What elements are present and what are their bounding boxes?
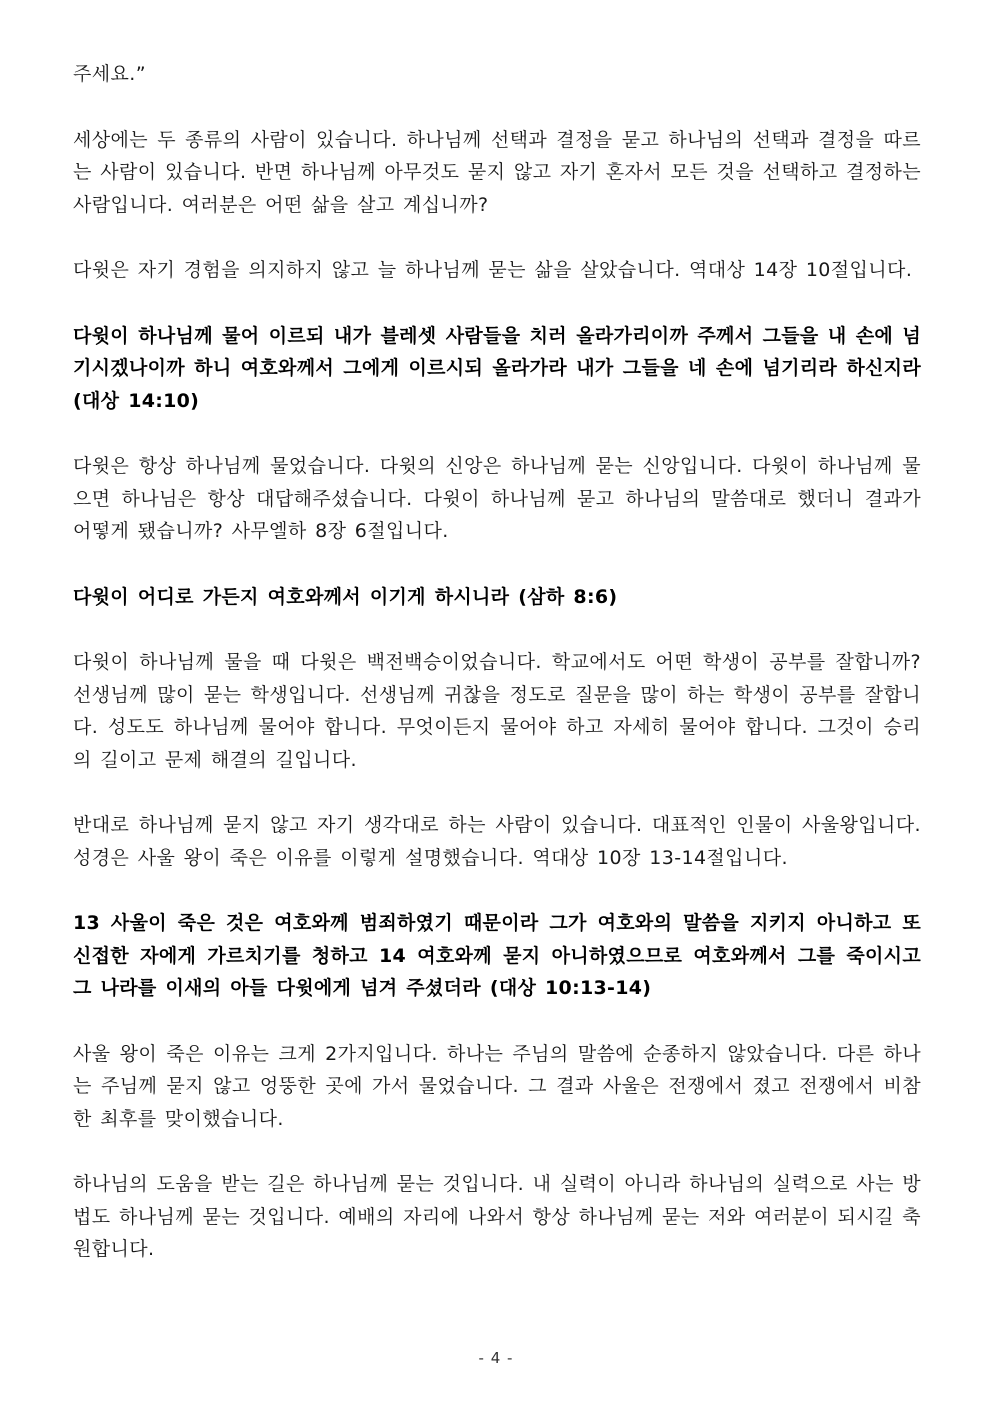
paragraph-gap	[73, 776, 921, 809]
paragraph-david-faith: 다윗은 항상 하나님께 물었습니다. 다윗의 신앙은 하나님께 묻는 신앙입니다. 다윗이 하나님께 물으면 하나님은 항상 대답해주셨습니다. 다윗이 하나님께 묻고 하나님의 말씀대로 했더니 결과가 어떻게 됐습니까? 사무엘하 8장 6절입니다.	[73, 455, 921, 542]
paragraph-gap	[73, 417, 921, 450]
paragraph-gap	[73, 221, 921, 254]
paragraph-gap	[73, 1135, 921, 1168]
paragraph-two-kinds-of-people: 세상에는 두 종류의 사람이 있습니다. 하나님께 선택과 결정을 묻고 하나님의 선택과 결정을 따르는 사람이 있습니다. 반면 하나님께 아무것도 묻지 않고 자기 혼자서 모든 것을 선택하고 결정하는 사람입니다. 여러분은 어떤 삶을 살고 계십니까?	[73, 128, 921, 216]
scripture-quote-2sam-8-6: 다윗이 어디로 가든지 여호와께서 이기게 하시니라 (삼하 8:6)	[73, 585, 618, 608]
paragraph-gap	[73, 287, 921, 320]
paragraph-gap	[73, 874, 921, 907]
paragraph-david-asks: 다윗은 자기 경험을 의지하지 않고 늘 하나님께 묻는 삶을 살았습니다. 역대상 14장 10절입니다.	[73, 259, 913, 281]
scripture-quote-1chr-10-13-14: 13 사울이 죽은 것은 여호와께 범죄하였기 때문이라 그가 여호와의 말씀을 지키지 아니하고 또 신접한 자에게 가르치기를 청하고 14 여호와께 묻지 아니하였으므로 여호와께서 그를 죽이시고 그 나라를 이새의 아들 다윗에게 넘겨 주셨더라 (대상 10:13-14)	[73, 912, 921, 999]
paragraph-saul-reasons: 사울 왕이 죽은 이유는 크게 2가지입니다. 하나는 주님의 말씀에 순종하지 않았습니다. 다른 하나는 주님께 묻지 않고 엉뚱한 곳에 가서 물었습니다. 그 결과 사울은 전쟁에서 졌고 전쟁에서 비참한 최후를 맞이했습니다.	[73, 1042, 921, 1130]
paragraph-gap	[73, 91, 921, 124]
scripture-quote-1chr-14-10: 다윗이 하나님께 물어 이르되 내가 블레셋 사람들을 치러 올라가리이까 주께서 그들을 내 손에 넘기시겠나이까 하니 여호와께서 그에게 이르시되 올라가라 내가 그들을 네 손에 넘기리라 하신지라 (대상 14:10)	[73, 324, 921, 412]
paragraph-gap	[73, 1005, 921, 1038]
paragraph-victory: 다윗이 하나님께 물을 때 다윗은 백전백승이었습니다. 학교에서도 어떤 학생이 공부를 잘합니까? 선생님께 많이 묻는 학생입니다. 선생님께 귀찮을 정도로 질문을 많이 하는 학생이 공부를 잘합니다. 성도도 하나님께 물어야 합니다. 무엇이든지 물어야 하고 자세히 물어야 합니다. 그것이 승리의 길이고 문제 해결의 길입니다.	[73, 651, 921, 771]
page-body	[73, 58, 921, 1266]
paragraph-continuation: 주세요.”	[73, 63, 146, 85]
page-number: - 4 -	[478, 1349, 514, 1367]
paragraph-gap	[73, 548, 921, 581]
paragraph-gap	[73, 613, 921, 646]
paragraph-saul: 반대로 하나님께 묻지 않고 자기 생각대로 하는 사람이 있습니다. 대표적인 인물이 사울왕입니다. 성경은 사울 왕이 죽은 이유를 이렇게 설명했습니다. 역대상 10장 13-14절입니다.	[73, 814, 921, 869]
paragraph-closing-blessing: 하나님의 도움을 받는 길은 하나님께 묻는 것입니다. 내 실력이 아니라 하나님의 실력으로 사는 방법도 하나님께 묻는 것입니다. 예배의 자리에 나와서 항상 하나님께 묻는 저와 여러분이 되시길 축원합니다.	[73, 1173, 921, 1260]
